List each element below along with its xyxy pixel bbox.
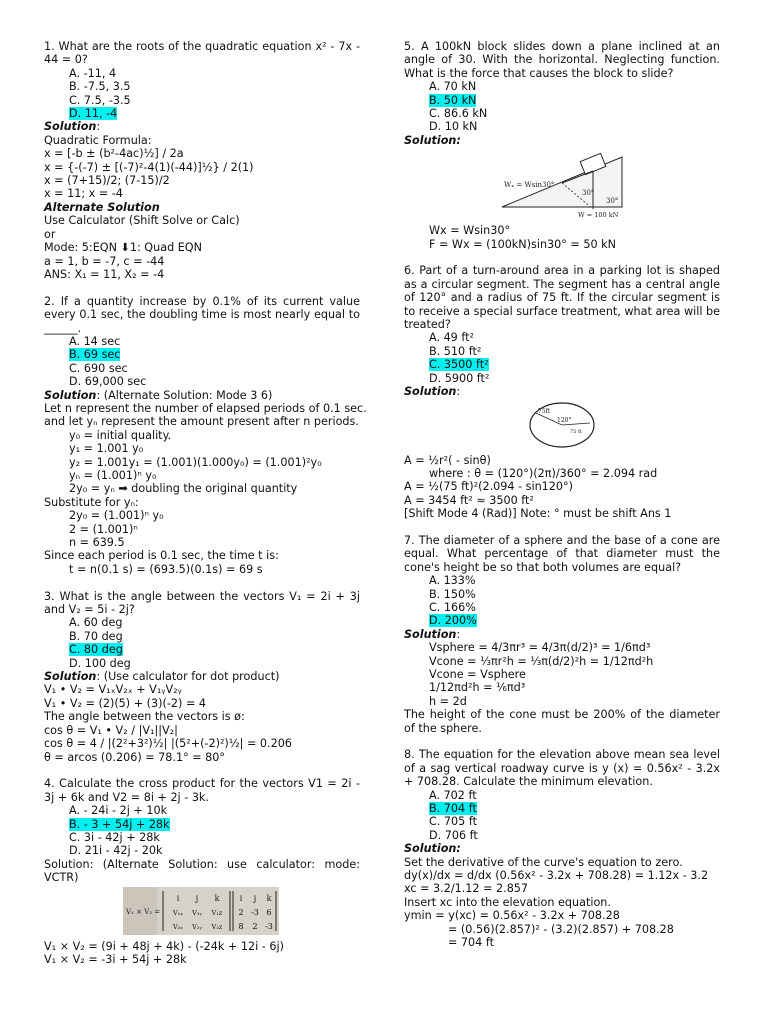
q6-option-b: B. 510 ft² [429, 344, 482, 358]
matrix-cell: V₁ₓ [172, 908, 184, 917]
q2-line: y₂ = 1.001y₁ = (1.001)(1.000y₀) = (1.001)²y₀ [69, 455, 322, 469]
q1-alt-line: Mode: 5:EQN ⬇1: Quad EQN [44, 241, 202, 255]
matrix-cell: k [214, 893, 220, 903]
cross-product-matrix-image [123, 887, 360, 938]
matrix-cell: -3 [251, 907, 259, 917]
q7-solution-label: Solution [404, 627, 457, 641]
q2-line: 2y₀ = yₙ ➡ doubling the original quantity [69, 482, 298, 496]
q2-answer-option: B. 69 sec [69, 348, 121, 362]
q5-solution-label: Solution: [404, 133, 461, 147]
q5-line: Wx = Wsin30° [429, 224, 511, 238]
q7-line: Vsphere = 4/3πr³ = 4/3π(d/2)³ = 1/6πd³ [429, 641, 651, 655]
q1-alt-line: a = 1, b = -7, c = -44 [44, 254, 165, 268]
matrix-cell: j [195, 893, 199, 903]
q6-solution-label: Solution [404, 385, 457, 399]
q7-conclusion: The height of the cone must be 200% of the diameter of the sphere. [404, 708, 720, 735]
q2-option-a: A. 14 sec [69, 334, 121, 348]
q6-answer-option: C. 3500 ft² [429, 358, 489, 372]
q2-line: y₁ = 1.001 y₀ [69, 442, 144, 456]
matrix-cell: 8 [238, 921, 244, 931]
q8-answer-option: B. 704 ft [429, 802, 477, 816]
matrix-cell: V₂ₓ [172, 922, 184, 931]
q2-line: t = n(0.1 s) = (693.5)(0.1s) = 69 s [69, 562, 263, 576]
matrix-cell: -3 [265, 921, 273, 931]
q7-option-a: A. 133% [429, 574, 476, 588]
inclined-plane-figure [482, 149, 720, 222]
matrix-cell: i [239, 893, 243, 903]
q1-alt-line: Use Calculator (Shift Solve or Calc) [44, 214, 240, 228]
q1-answer-option: D. 11, -4 [69, 107, 118, 121]
fig-label-angle: 30° [582, 189, 595, 198]
fig-label-angle: 30° [606, 197, 619, 206]
q4-option-a: A. - 24i - 2j + 10k [69, 804, 168, 818]
q2-solution-label: Solution [44, 388, 97, 402]
q1-solution-label: Solution [44, 120, 97, 134]
q3-answer-option: C. 80 deg [69, 643, 123, 657]
q1-alt-label: Alternate Solution [44, 200, 160, 214]
q6-line: [Shift Mode 4 (Rad)] Note: ° must be shift Ans 1 [404, 507, 672, 521]
q8-solution-label: Solution: [404, 842, 461, 856]
q1-option-c: C. 7.5, -3.5 [69, 93, 131, 107]
q1-question: 1. What are the roots of the quadratic equation x² - 7x - 44 = 0? [44, 40, 360, 67]
q1-line: x = (7+15)/2; (7-15)/2 [44, 174, 170, 188]
q2-option-d: D. 69,000 sec [69, 375, 147, 389]
q8-option-c: C. 705 ft [429, 815, 477, 829]
q1-option-b: B. -7.5, 3.5 [69, 80, 131, 94]
q1-line: x = [-b ± (b²-4ac)½] / 2a [44, 147, 184, 161]
q1-line: Quadratic Formula: [44, 133, 152, 147]
q7-option-b: B. 150% [429, 587, 476, 601]
q8-line: = (0.56)(2.857)² - (3.2)(2.857) + 708.28 [448, 922, 674, 936]
q8-option-d: D. 706 ft [429, 828, 478, 842]
fig-label-angle: 120° [557, 416, 572, 424]
fig-label-radius: 75ft [538, 407, 551, 415]
q2-line: and let yₙ represent the amount present after n periods. [44, 415, 359, 429]
q2-line: 2 = (1.001)ⁿ [69, 522, 138, 536]
q1-option-a: A. -11, 4 [69, 66, 117, 80]
q3-option-d: D. 100 deg [69, 656, 131, 670]
q2-solution-note: : (Alternate Solution: Mode 3 6) [96, 388, 273, 402]
q5-line: F = Wx = (100kN)sin30° = 50 kN [429, 237, 617, 251]
q5-answer-option: B. 50 kN [429, 93, 477, 107]
q7-line: h = 2d [429, 694, 467, 708]
q3-line: θ = arcos (0.206) = 78.1° = 80° [44, 750, 225, 764]
q3-line: cos θ = V₁ • V₂ / |V₁||V₂| [44, 723, 178, 737]
q4-answer-option: B. - 3 + 54j + 28k [69, 817, 170, 831]
q5-option-a: A. 70 kN [429, 80, 477, 94]
q1-line: x = {-(-7) ± [(-7)²-4(1)(-44)]½} / 2(1) [44, 160, 254, 174]
matrix-cell: i [176, 893, 180, 903]
fig-label-weight: W = 100 kN [578, 211, 619, 220]
matrix-cell: 2 [252, 921, 258, 931]
q6-line: A = ½r²( - sinθ) [404, 453, 491, 467]
q3-line: V₁ • V₂ = V₁ₓV₂ₓ + V₁ᵧV₂ᵧ [44, 683, 182, 697]
matrix-cell: V₂z [211, 922, 223, 931]
q8-line: xc = 3.2/1.12 = 2.857 [404, 882, 529, 896]
q3-solution-label: Solution [44, 670, 97, 684]
q3-line: cos θ = 4 / |(2²+3²)½| |(5²+(-2)²)½| = 0.206 [44, 737, 292, 751]
right-column: 5. A 100kN block slides down a plane inclined at an angle of 30. With the horizontal. Neglecting function. What is the force that causes the block to slide? A. 70 kN B. 50 kN C. 86.6 kN D. 10 kN Solution: Wₓ = Wsin30° 30° 30° W = 100 kN Wx = Wsin30° F = Wx = (100kN)sin30° = 50 kN 6. Part of a turn-around area in a parking lot is shaped as a circular segment. The segment has a central angle of 120° and a radius of 75 ft. If the circular segment is to receive a special surface treatment, what area will be treated? A. 49 ft² B. 510 ft² C. 3500 ft² D. 5900 ft² Solution: 75ft 120° 75 ft A = ½r²( - sinθ) where : θ = (120°)(2π)/360° = 2.094 rad A = ½(75 ft)²(2.094 - sin120°) A = 3454 ft² ≈ 3500 ft² [Shift Mode 4 (Rad)] Note: ° must be shift Ans 1 7. The diameter of a sphere and the base of a cone are equal. What percentage of that diameter must the cone's height be so that both volumes are equal? A. 133% B. 150% C. 166% D. 200% Solution: Vsphere = 4/3πr³ = 4/3π(d/2)³ = 1/6πd³ Vcone = ⅓πr²h = ⅓π(d/2)²h = 1/12πd²h Vcone = Vsphere 1/12πd²h = ⅙πd³ h = 2d The height of the cone must be 200% of the diameter of the sphere. 8. The equation for the elevation above mean sea level of a sag vertical roadway curve is y (x) = 0.56x² - 3.2x + 708.28. Calculate the minimum elevation. A. 702 ft B. 704 ft C. 705 ft D. 706 ft Solution: Set the derivative of the curve's equation to zero. dy(x)/dx = d/dx (0.56x² - 3.2x + 708.28) = 1.12x - 3.2 xc = 3.2/1.12 = 2.857 Insert xc into the elevation equation. ymin = y(xc) = 0.56x² - 3.2x + 708.28 = (0.56)(2.857)² - (3.2)(2.857) + 708.28 = 704 ft [404, 40, 720, 950]
matrix-cell: V₁z [211, 908, 223, 917]
q2-question: 2. If a quantity increase by 0.1% of its current value every 0.1 sec, the doubling time is most nearly equal to ______. [44, 294, 360, 335]
q4-option-d: D. 21i - 42j - 20k [69, 844, 163, 858]
q6-question: 6. Part of a turn-around area in a parking lot is shaped as a circular segment. The segment has a central angle of 120° and a radius of 75 ft. If the circular segment is to receive a special surface treatment, what area will be treated? [404, 264, 720, 332]
q2-line: Since each period is 0.1 sec, the time t is: [44, 549, 279, 563]
q6-line: A = 3454 ft² ≈ 3500 ft² [404, 493, 534, 507]
q7-answer-option: D. 200% [429, 614, 477, 628]
q2-line: Substitute for yₙ: [44, 495, 139, 509]
fig-label-wx: Wₓ = Wsin30° [504, 181, 555, 190]
q3-question: 3. What is the angle between the vectors V₁ = 2i + 3j and V₂ = 5i - 2j? [44, 589, 360, 617]
q8-option-a: A. 702 ft [429, 788, 477, 802]
matrix-cell: V₂ᵧ [192, 922, 202, 931]
q5-option-c: C. 86.6 kN [429, 107, 488, 121]
q3-line: V₁ • V₂ = (2)(5) + (3)(-2) = 4 [44, 696, 206, 710]
q6-option-d: D. 5900 ft² [429, 371, 490, 385]
q4-question: 4. Calculate the cross product for the vectors V1 = 2i - 3j + 6k and V2 = 8i + 2j - 3k. [44, 777, 360, 804]
q4-option-c: C. 3i - 42j + 28k [69, 830, 160, 844]
q4-solution-line: Solution: (Alternate Solution: use calculator: mode: VCTR) [44, 857, 360, 885]
q2-line: 2y₀ = (1.001)ⁿ y₀ [69, 509, 164, 523]
q3-line: The angle between the vectors is ø: [44, 710, 245, 724]
q2-option-c: C. 690 sec [69, 361, 128, 375]
q5-option-d: D. 10 kN [429, 120, 478, 134]
q6-line: A = ½(75 ft)²(2.094 - sin120°) [404, 480, 573, 494]
q1-line: x = 11; x = -4 [44, 187, 123, 201]
q8-line: = 704 ft [448, 936, 494, 950]
matrix-label: V₁ × V₂ = [126, 907, 161, 916]
q2-line: Let n represent the number of elapsed periods of 0.1 sec. [44, 401, 367, 415]
q3-solution-note: : (Use calculator for dot product) [96, 670, 280, 684]
q8-question: 8. The equation for the elevation above mean sea level of a sag vertical roadway curve is y (x) = 0.56x² - 3.2x + 708.28. Calculate the minimum elevation. [404, 748, 720, 789]
matrix-cell: 2 [238, 907, 244, 917]
q2-line: y₀ = initial quality. [69, 428, 172, 442]
matrix-cell: V₁ᵧ [192, 908, 202, 917]
q4-line: V₁ × V₂ = (9i + 48j + 4k) - (-24k + 12i - 6j) [44, 939, 284, 953]
q2-line: n = 639.5 [69, 536, 125, 550]
q7-line: Vcone = ⅓πr²h = ⅓π(d/2)²h = 1/12πd²h [429, 654, 654, 668]
q1-alt-line: ANS: X₁ = 11, X₂ = -4 [44, 267, 165, 281]
circular-segment-figure [526, 401, 720, 452]
q6-option-a: A. 49 ft² [429, 331, 474, 345]
q8-line: ymin = y(xc) = 0.56x² - 3.2x + 708.28 [404, 909, 620, 923]
q6-line: where : θ = (120°)(2π)/360° = 2.094 rad [429, 466, 658, 480]
q8-line: Insert xc into the elevation equation. [404, 895, 611, 909]
q7-option-c: C. 166% [429, 600, 476, 614]
q7-line: 1/12πd²h = ⅙πd³ [429, 681, 526, 695]
matrix-cell: 6 [266, 907, 272, 917]
q4-line: V₁ × V₂ = -3i + 54j + 28k [44, 952, 187, 966]
q8-line: dy(x)/dx = d/dx (0.56x² - 3.2x + 708.28) = 1.12x - 3.2 [404, 869, 709, 883]
q1-alt-line: or [44, 227, 56, 241]
q2-line: yₙ = (1.001)ⁿ y₀ [69, 468, 157, 482]
q3-option-b: B. 70 deg [69, 629, 123, 643]
q5-question: 5. A 100kN block slides down a plane inclined at an angle of 30. With the horizontal. Neglecting function. What is the force that causes the block to slide? [404, 40, 720, 80]
q3-option-a: A. 60 deg [69, 616, 123, 630]
matrix-cell: j [253, 893, 257, 903]
left-column: 1. What are the roots of the quadratic equation x² - 7x - 44 = 0? A. -11, 4 B. -7.5, 3.5 C. 7.5, -3.5 D. 11, -4 Solution: Quadratic Formula: x = [-b ± (b²-4ac)½] / 2a x = {-(-7) ± [(-7)²-4(1)(-44)]½} / 2(1) x = (7+15)/2; (7-15)/2 x = 11; x = -4 Alternate Solution Use Calculator (Shift Solve or Calc) or Mode: 5:EQN ⬇1: Quad EQN a = 1, b = -7, c = -44 ANS: X₁ = 11, X₂ = -4 2. If a quantity increase by 0.1% of its current value every 0.1 sec, the doubling time is most nearly equal to ______. A. 14 sec B. 69 sec C. 690 sec D. 69,000 sec Solution: (Alternate Solution: Mode 3 6) Let n represent the number of elapsed periods of 0.1 sec. and let yₙ represent the amount present after n periods. y₀ = initial quality. y₁ = 1.001 y₀ y₂ = 1.001y₁ = (1.001)(1.000y₀) = (1.001)²y₀ yₙ = (1.001)ⁿ y₀ 2y₀ = yₙ ➡ doubling the original quantity Substitute for yₙ: 2y₀ = (1.001)ⁿ y₀ 2 = (1.001)ⁿ n = 639.5 Since each period is 0.1 sec, the time t is: t = n(0.1 s) = (693.5)(0.1s) = 69 s 3. What is the angle between the vectors V₁ = 2i + 3j and V₂ = 5i - 2j? A. 60 deg B. 70 deg C. 80 deg D. 100 deg Solution: (Use calculator for dot product) V₁ • V₂ = V₁ₓV₂ₓ + V₁ᵧV₂ᵧ V₁ • V₂ = (2)(5) + (3)(-2) = 4 The angle between the vectors is ø: cos θ = V₁ • V₂ / |V₁||V₂| cos θ = 4 / |(2²+3²)½| |(5²+(-2)²)½| = 0.206 θ = arcos (0.206) = 78.1° = 80° 4. Calculate the cross product for the vectors V1 = 2i - 3j + 6k and V2 = 8i + 2j - 3k. A. - 24i - 2j + 10k B. - 3 + 54j + 28k C. 3i - 42j + 28k D. 21i - 42j - 20k Solution: (Alternate Solution: use calculator: mode: VCTR) V₁ × V₂ = i j k i j k V₁ₓ V₁ᵧ V₁z 2 -3 6 V₂ₓ V₂ᵧ V₂z 8 2 -3 V₁ × V₂ = (9i + 48j + 4k) - (-24k + 12i - 6j) V₁ × V₂ = -3i + 54j + 28k [44, 40, 367, 966]
q7-question: 7. The diameter of a sphere and the base of a cone are equal. What percentage of that diameter must the cone's height be so that both volumes are equal? [404, 533, 720, 574]
q8-line: Set the derivative of the curve's equation to zero. [404, 855, 683, 869]
matrix-cell: k [266, 893, 272, 903]
fig-label-radius: 75 ft [570, 428, 582, 435]
q7-line: Vcone = Vsphere [429, 668, 526, 681]
